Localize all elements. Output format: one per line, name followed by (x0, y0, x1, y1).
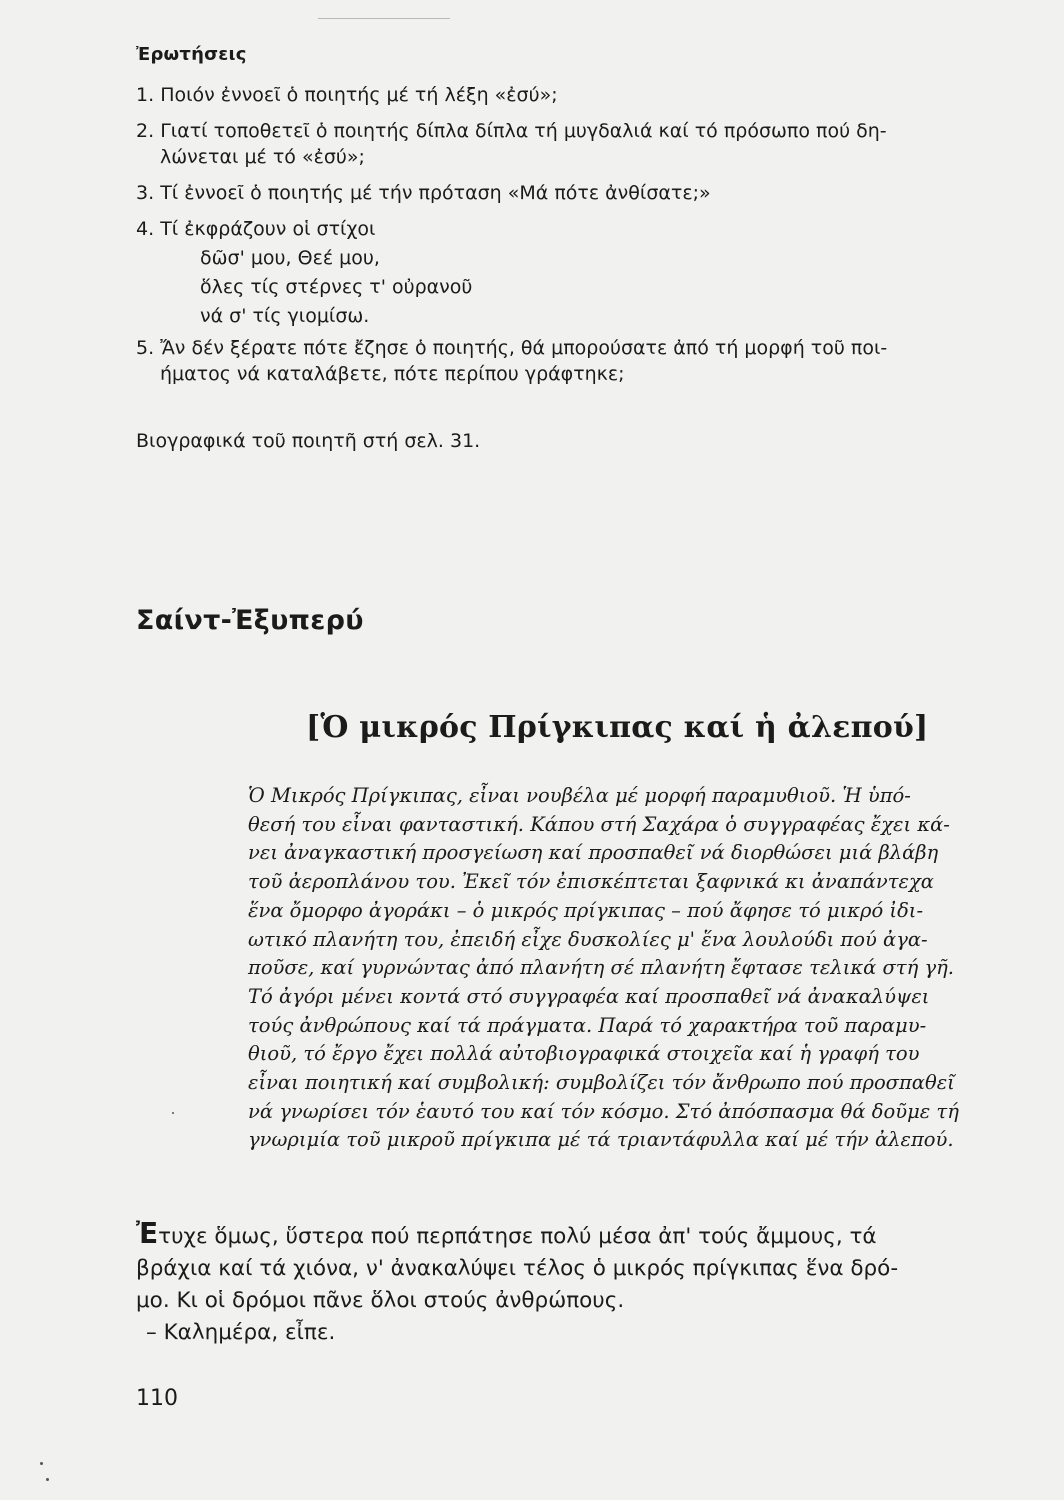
print-speck (46, 1478, 49, 1481)
intro-paragraph (248, 782, 1006, 1155)
page-number: 110 (136, 1386, 178, 1411)
story-text (136, 1218, 1006, 1349)
intro-line: Τό ἀγόρι μένει κοντά στό συγγραφέα καί προσπαθεῖ νά ἀνακαλύψει (248, 984, 930, 1008)
drop-cap: Ἐ (136, 1217, 159, 1250)
questions-list (136, 82, 1006, 397)
intro-line: θιοῦ, τό ἔργο ἔχει πολλά αὐτοβιογραφικά στοιχεῖα καί ἡ γραφή του (248, 1042, 920, 1066)
verse-line: ὅλες τίς στέρνες τ' οὐρανοῦ (200, 276, 473, 298)
intro-line: ποῦσε, καί γυρνώντας ἀπό πλανήτη σέ πλανήτη ἔφτασε τελικά στή γῆ. (248, 956, 955, 980)
top-rule (318, 18, 450, 19)
intro-line: εἶναι ποιητική καί συμβολική: συμβολίζει τόν ἄνθρωπο πού προσπαθεῖ (248, 1071, 955, 1095)
biography-reference: Βιογραφικά τοῦ ποιητῆ στή σελ. 31. (136, 430, 481, 452)
intro-line: νά γνωρίσει τόν ἑαυτό του καί τόν κόσμο. Στό ἀπόσπασμα θά δοῦμε τή (248, 1099, 959, 1123)
question-number: 5. (136, 337, 155, 359)
question-number: 3. (136, 182, 155, 204)
intro-line: γνωριμία τοῦ μικροῦ πρίγκιπα μέ τά τριαντάφυλλα καί μέ τήν ἀλεπού. (248, 1128, 954, 1152)
quoted-verse (200, 244, 1006, 331)
questions-heading: Ἐρωτήσεις (136, 44, 247, 65)
work-title: [Ὁ μικρός Πρίγκιπας καί ἡ ἀλεπού] (306, 710, 929, 745)
intro-line: νει ἀναγκαστική προσγείωση καί προσπαθεῖ νά διορθώσει μιά βλάβη (248, 841, 939, 865)
question-text: Τί ἐκφράζουν οἱ στίχοι (160, 218, 376, 240)
story-line: βράχια καί τά χιόνα, ν' ἀνακαλύψει τέλος ὁ μικρός πρίγκιπας ἕνα δρό- (136, 1256, 899, 1281)
verse-line: δῶσ' μου, Θεέ μου, (200, 247, 380, 269)
author-heading: Σαίντ-Ἐξυπερύ (136, 605, 364, 636)
print-speck (172, 1112, 174, 1114)
story-line-text: τυχε ὅμως, ὕστερα πού περπάτησε πολύ μέσα ἀπ' τούς ἄμμους, τά (158, 1224, 877, 1249)
question-text-line: λώνεται μέ τό «ἐσύ»; (160, 146, 365, 168)
question-text-line: ήματος νά καταλάβετε, πότε περίπου γράφτηκε; (160, 363, 625, 385)
question-3 (136, 180, 1006, 206)
intro-line: Ὁ Μικρός Πρίγκιπας, εἶναι νουβέλα μέ μορφή παραμυθιοῦ. Ἡ ὑπό- (248, 784, 911, 807)
question-4 (136, 216, 1006, 242)
question-text-line: Ἄν δέν ξέρατε πότε ἔζησε ὁ ποιητής, θά μπορούσατε ἀπό τή μορφή τοῦ ποι- (160, 337, 888, 359)
print-speck (40, 1462, 43, 1465)
intro-line: ἕνα ὄμορφο ἀγοράκι – ὁ μικρός πρίγκιπας – πού ἄφησε τό μικρό ἰδι- (248, 898, 924, 922)
question-number: 2. (136, 120, 155, 142)
question-text: Τί ἐννοεῖ ὁ ποιητής μέ τήν πρόταση «Μά πότε ἀνθίσατε;» (160, 182, 711, 204)
story-line: μο. Κι οἱ δρόμοι πᾶνε ὅλοι στούς ἀνθρώπους. (136, 1288, 625, 1313)
verse-line: νά σ' τίς γιομίσω. (200, 305, 370, 327)
question-text-line: Γιατί τοποθετεῖ ὁ ποιητής δίπλα δίπλα τή μυγδαλιά καί τό πρόσωπο πού δη- (160, 120, 887, 142)
intro-line: ωτικό πλανήτη του, ἐπειδή εἶχε δυσκολίες μ' ἕνα λουλούδι πού ἀγα- (248, 927, 928, 951)
greeting-line: – Καλημέρα, εἶπε. (146, 1320, 336, 1345)
question-text: Ποιόν ἐννοεῖ ὁ ποιητής μέ τή λέξη «ἐσύ»; (160, 84, 558, 106)
intro-line: θεσή του εἶναι φανταστική. Κάπου στή Σαχάρα ὁ συγγραφέας ἔχει κά- (248, 812, 950, 836)
intro-line: τούς ἀνθρώπους καί τά πράγματα. Παρά τό χαρακτήρα τοῦ παραμυ- (248, 1013, 927, 1037)
question-5 (136, 335, 1006, 387)
question-1 (136, 82, 1006, 108)
question-number: 1. (136, 84, 155, 106)
intro-line: τοῦ ἀεροπλάνου του. Ἐκεῖ τόν ἐπισκέπτεται ξαφνικά κι ἀναπάντεχα (248, 870, 934, 894)
question-2 (136, 118, 1004, 170)
story-line (136, 1218, 1006, 1253)
question-number: 4. (136, 218, 155, 240)
